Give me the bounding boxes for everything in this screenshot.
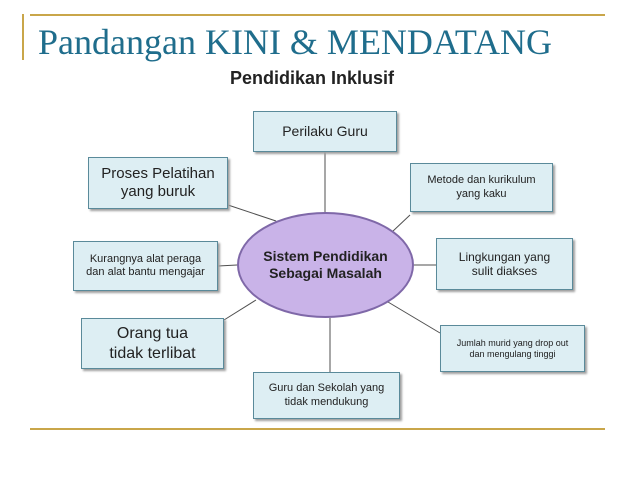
connector-jumlah — [388, 302, 440, 333]
connector-kurangnya — [218, 265, 237, 266]
node-guru-sekolah: Guru dan Sekolah yang tidak mendukung — [253, 372, 400, 419]
connector-orangtua — [224, 300, 256, 320]
connector-metode — [392, 215, 410, 232]
node-kurangnya-alat: Kurangnya alat peraga dan alat bantu mengajar — [73, 241, 218, 291]
node-proses-pelatihan: Proses Pelatihan yang buruk — [88, 157, 228, 209]
connector-proses — [228, 205, 276, 221]
node-lingkungan: Lingkungan yang sulit diakses — [436, 238, 573, 290]
diagram-subtitle: Pendidikan Inklusif — [230, 68, 395, 88]
node-metode-kurikulum: Metode dan kurikulum yang kaku — [410, 163, 553, 212]
center-node: Sistem Pendidikan Sebagai Masalah — [237, 212, 414, 318]
node-orang-tua: Orang tua tidak terlibat — [81, 318, 224, 369]
slide-title: Pandangan KINI & MENDATANG — [38, 22, 553, 62]
node-perilaku-guru: Perilaku Guru — [253, 111, 397, 152]
node-jumlah-murid: Jumlah murid yang drop out dan mengulang tinggi — [440, 325, 585, 372]
